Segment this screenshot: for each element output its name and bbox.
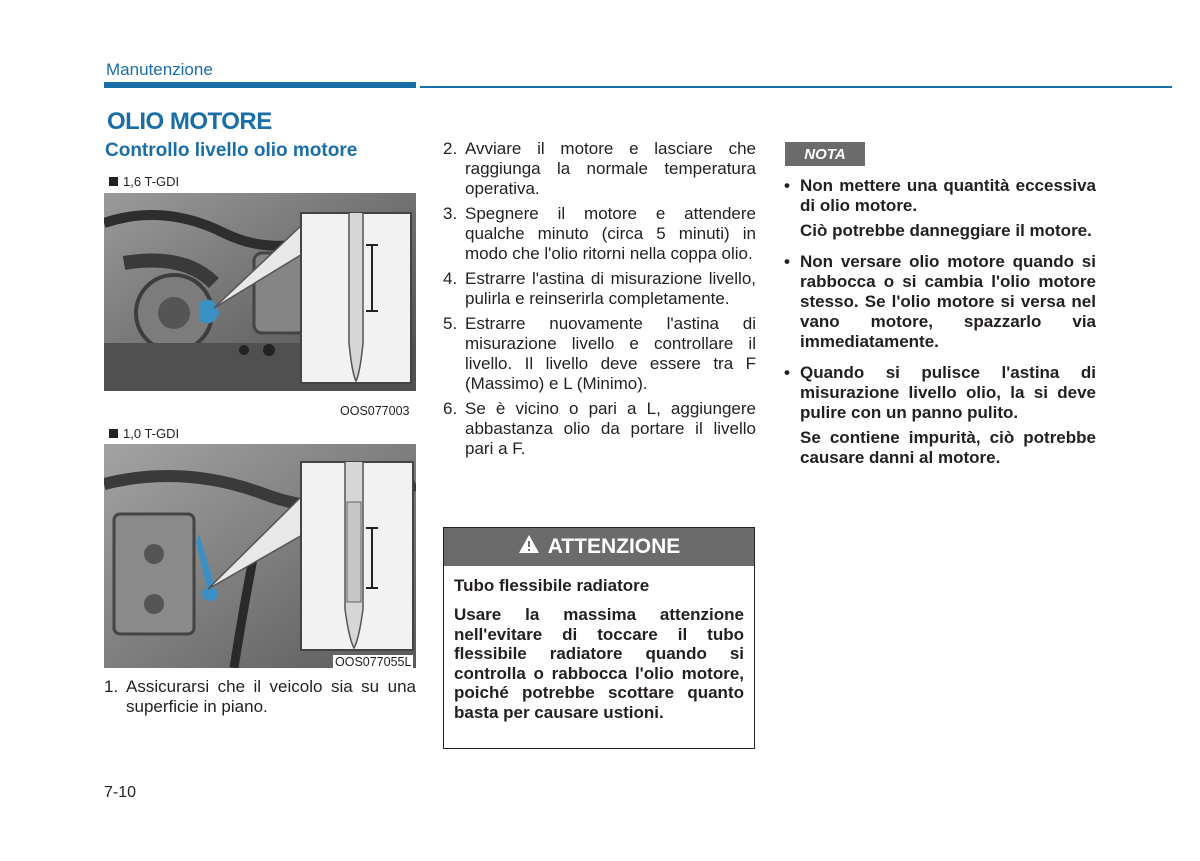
figure-1-code: OOS077003 [340, 404, 410, 418]
square-bullet-icon [109, 177, 118, 186]
steps-left-list [104, 677, 416, 722]
section-header: Manutenzione [106, 60, 213, 79]
step-item: 1. Assicurarsi che il veicolo sia su una superficie in piano. [104, 677, 416, 716]
step-item: 6. Se è vicino o pari a L, aggiungere abbastanza olio da portare il livello pari a F. [443, 399, 756, 458]
engine-photo-1 [104, 193, 416, 391]
warning-heading: ATTENZIONE [547, 535, 681, 558]
warning-triangle-icon [518, 534, 540, 560]
header-rule-thin [420, 86, 1172, 88]
bullet-icon: • [784, 176, 790, 195]
warning-body: Usare la massima attenzione nell'evitare di toccare il tubo flessibile radiatore quando si controlla o rabbocca l'olio motore, poiché potrebbe scottare quanto basta per causare ustioni. [454, 605, 744, 722]
header-rule-thick [104, 82, 416, 88]
note-badge: NOTA [785, 142, 865, 166]
note-item: • Non versare olio motore quando si rabbocca o si cambia l'olio motore stesso. Se l'olio motore si versa nel vano motore, spazzarlo via immediatamente. [784, 252, 1096, 357]
step-item: 3. Spegnere il motore e attendere qualche minuto (circa 5 minuti) in modo che l'olio ritorni nella coppa olio. [443, 204, 756, 263]
step-item: 4. Estrarre l'astina di misurazione livello, pulirla e reinserirla completamente. [443, 269, 756, 308]
figure-2-code: OOS077055L [335, 655, 412, 669]
note-list [784, 176, 1096, 479]
steps-list [443, 139, 756, 464]
square-bullet-icon [109, 429, 118, 438]
warning-title: Tubo flessibile radiatore [454, 576, 650, 595]
bullet-icon: • [784, 252, 790, 271]
warning-header [444, 528, 754, 566]
step-item: 5. Estrarre nuovamente l'astina di misurazione livello e controllare il livello. Il livello deve essere tra F (Massimo) e L (Minimo). [443, 314, 756, 393]
step-item: 2. Avviare il motore e lasciare che raggiunga la normale temperatura operativa. [443, 139, 756, 198]
bullet-icon: • [784, 363, 790, 382]
figure-1-label: 1,6 T-GDI [109, 174, 179, 189]
figure-2-label: 1,0 T-GDI [109, 426, 179, 441]
note-item: • Quando si pulisce l'astina di misurazione livello olio, la si deve pulire con un panno pulito. Se contiene impurità, ciò potrebbe causare danni al motore. [784, 363, 1096, 473]
section-subtitle: Controllo livello olio motore [105, 140, 358, 161]
note-item: • Non mettere una quantità eccessiva di olio motore. Ciò potrebbe danneggiare il motore. [784, 176, 1096, 246]
page-title: OLIO MOTORE [107, 108, 272, 135]
engine-photo-2 [104, 444, 416, 668]
page-number: 7-10 [104, 784, 137, 801]
warning-box [443, 527, 755, 749]
